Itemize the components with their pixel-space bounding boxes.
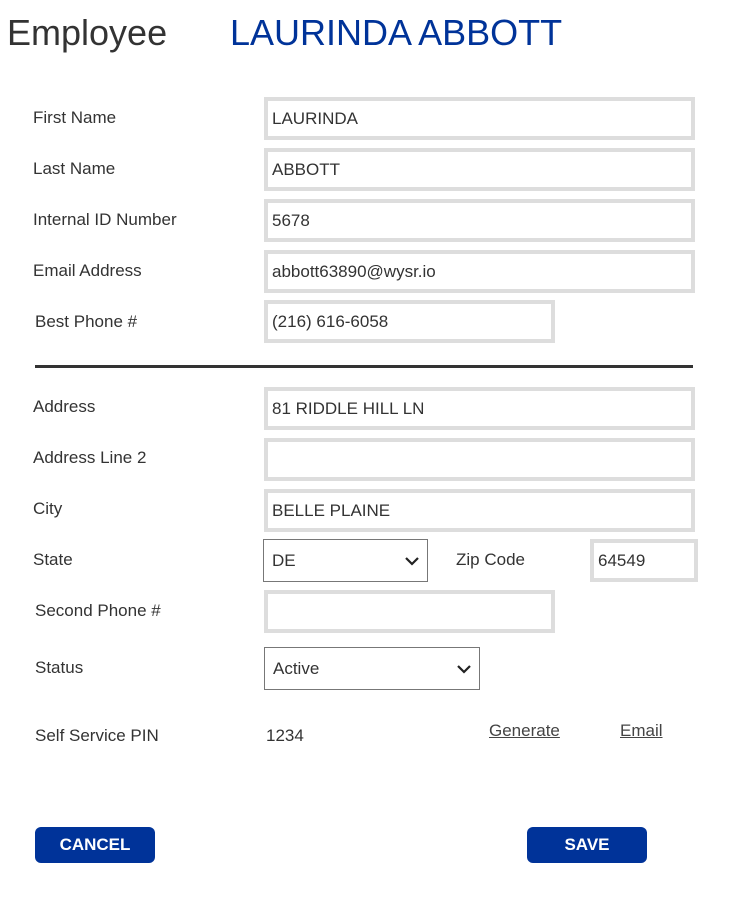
first-name-label: First Name [33,108,117,127]
cancel-button[interactable]: CANCEL [35,827,155,863]
internal-id-input[interactable]: 5678 [264,199,695,242]
first-name-input[interactable]: LAURINDA [264,97,695,140]
address2-label: Address Line 2 [33,448,147,467]
generate-pin-link[interactable]: Generate [489,721,560,740]
internal-id-label: Internal ID Number [33,210,177,229]
best-phone-label: Best Phone # [35,312,138,331]
save-button[interactable]: SAVE [527,827,647,863]
email-input[interactable]: abbott63890@wysr.io [264,250,695,293]
status-select[interactable] [264,647,480,690]
state-label: State [33,550,73,569]
status-label: Status [35,658,84,677]
pin-value: 1234 [266,726,304,745]
city-input[interactable]: BELLE PLAINE [264,489,695,532]
last-name-input[interactable]: ABBOTT [264,148,695,191]
second-phone-label: Second Phone # [35,601,161,620]
address2-input[interactable] [264,438,695,481]
pin-label: Self Service PIN [35,726,159,745]
chevron-down-icon [405,556,419,566]
section-divider [35,365,693,368]
zip-input[interactable]: 64549 [590,539,698,582]
chevron-down-icon [457,664,471,674]
email-pin-link[interactable]: Email [620,721,663,740]
email-label: Email Address [33,261,142,280]
state-select[interactable] [263,539,428,582]
last-name-label: Last Name [33,159,116,178]
address-label: Address [33,397,96,416]
address-input[interactable]: 81 RIDDLE HILL LN [264,387,695,430]
employee-name: LAURINDA ABBOTT [230,12,563,53]
status-value: Active [273,658,320,678]
page-title: Employee [7,12,168,53]
state-value: DE [272,550,296,570]
best-phone-input[interactable]: (216) 616-6058 [264,300,555,343]
city-label: City [33,499,63,518]
second-phone-input[interactable] [264,590,555,633]
zip-label: Zip Code [456,550,525,569]
